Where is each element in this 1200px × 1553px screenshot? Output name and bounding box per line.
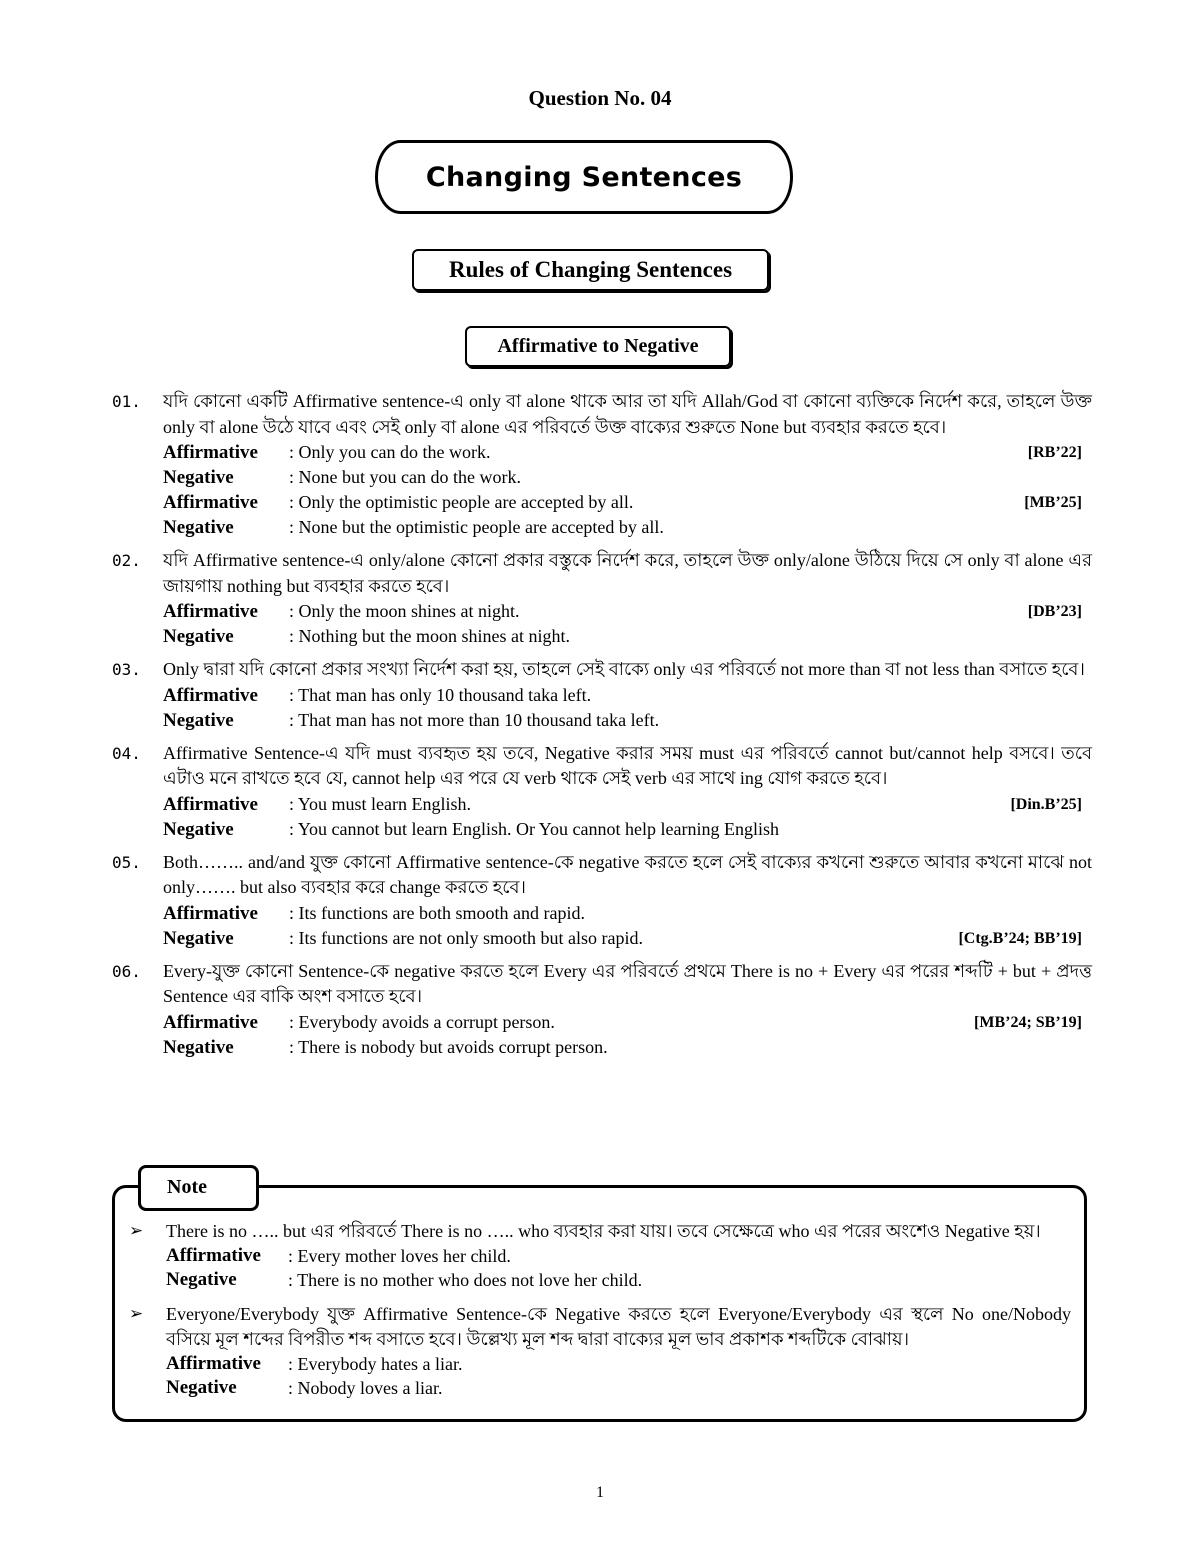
example-label: Negative [163,517,234,538]
title-banner [375,140,793,214]
example-row [163,1010,1092,1035]
example-sentence: : Nothing but the moon shines at night. [289,626,570,646]
example-label: Negative [163,927,234,949]
page-title: Changing Sentences [425,161,743,193]
note-text: There is no ….. but এর পরিবর্তে There is no ….. who ব্যবহার করা যায়। তবে সেক্ষেত্রে who এর পরের অংশেও Negative হয়। [166,1221,1041,1241]
rule-item [112,741,1092,842]
example-label: Negative [166,1377,237,1398]
example-row [166,1268,1071,1292]
example-label: Affirmative [163,442,258,463]
page-number: 1 [596,1484,604,1501]
board-reference: [MB’24; SB’19] [974,1013,1082,1031]
example-sentence: : Its functions are both smooth and rapid. [289,902,585,923]
question-number: Question No. 04 [528,86,672,110]
board-reference: [Ctg.B’24; BB’19] [958,929,1082,947]
example-label: Affirmative [166,1245,261,1266]
example-sentence: : Only you can do the work. [289,442,491,462]
example-row [163,465,1092,490]
example-label: Negative [163,1036,234,1058]
example-sentence: : Every mother loves her child. [288,1246,511,1266]
example-label: Affirmative [163,902,258,924]
rule-number: 04. [112,743,141,763]
example-label: Negative [166,1269,237,1290]
example-row [163,926,1092,951]
example-row [163,515,1092,540]
example-label: Affirmative [166,1353,261,1374]
note-label: Note [138,1165,259,1211]
example-label: Affirmative [163,684,258,706]
section-heading: Affirmative to Negative [465,326,731,367]
example-sentence: : There is no mother who does not love her child. [288,1270,643,1290]
example-row [163,599,1092,624]
example-sentence: : You cannot but learn English. Or You cannot help learning English [289,818,779,839]
example-label: Affirmative [163,1011,258,1033]
example-row [166,1352,1071,1376]
example-row [163,683,1092,708]
example-sentence: : That man has not more than 10 thousand taka left. [289,709,660,730]
rule-number: 01. [112,392,141,411]
board-reference: [Din.B’25] [1010,795,1082,813]
rules-list [112,389,1092,1068]
example-row [163,490,1092,515]
example-label: Affirmative [163,601,258,622]
board-reference: [RB’22] [1027,444,1082,461]
arrow-bullet-icon: ➢ [129,1304,144,1324]
example-sentence: : None but the optimistic people are accepted by all. [289,517,664,537]
rule-item [112,657,1092,733]
rule-item [112,389,1092,540]
rule-text: Every-যুক্ত কোনো Sentence-কে negative করতে হলে Every এর পরিবর্তে প্রথমে There is no + Every এর পরের শব্দটি + but + প্রদত্ত Sentence এর বাকি অংশ বসাতে হবে। [163,960,1092,1006]
rule-item [112,548,1092,649]
example-row [163,624,1092,649]
example-sentence: : There is nobody but avoids corrupt person. [289,1036,608,1057]
example-row [163,901,1092,926]
note-list [129,1219,1071,1410]
example-sentence: : Everybody avoids a corrupt person. [289,1011,555,1032]
example-label: Affirmative [163,793,258,815]
example-label: Negative [163,818,234,840]
rule-text: Only দ্বারা যদি কোনো প্রকার সংখ্যা নির্দেশ করা হয়, তাহলে সেই বাক্যে only এর পরিবর্তে not more than বা not less than বসাতে হবে। [163,659,1085,679]
note-text: Everyone/Everybody যুক্ত Affirmative Sentence-কে Negative করতে হলে Everyone/Everybody এর স্থলে No one/Nobody বসিয়ে মূল শব্দের বিপরীত শব্দ বসাতে হবে। উল্লেখ্য মূল শব্দ দ্বারা বাক্যের মূল ভাব প্রকাশক শব্দটিকে বোঝায়। [166,1304,1071,1349]
example-sentence: : Nobody loves a liar. [288,1378,443,1398]
example-row [163,817,1092,842]
example-row [163,708,1092,733]
rule-number: 05. [112,852,141,872]
note-item [129,1219,1071,1292]
example-row [166,1244,1071,1268]
example-label: Affirmative [163,492,258,513]
rule-number: 06. [112,961,141,981]
rule-text: Both…….. and/and যুক্ত কোনো Affirmative sentence-কে negative করতে হলে সেই বাক্যের কখনো শুরুতে আবার কখনো মাঝে not only……. but also ব্যবহার করে change করতে হবে। [163,851,1092,897]
board-reference: [DB’23] [1027,603,1082,620]
example-row [163,440,1092,465]
rule-number: 02. [112,551,141,570]
example-sentence: : You must learn English. [289,793,472,814]
example-label: Negative [163,626,234,647]
board-reference: [MB’25] [1024,494,1082,511]
rules-heading: Rules of Changing Sentences [412,249,769,291]
note-item [129,1302,1071,1400]
example-sentence: : Only the moon shines at night. [289,601,520,621]
arrow-bullet-icon: ➢ [129,1221,144,1241]
rule-text: Affirmative Sentence-এ যদি must ব্যবহৃত হয় তবে, Negative করার সময় must এর পরিবর্তে cannot but/cannot help বসবে। তবে এটাও মনে রাখতে হবে যে, cannot help এর পরে যে verb থাকে সেই verb এর সাথে ing যোগ করতে হবে। [163,742,1092,788]
example-label: Negative [163,467,234,488]
example-sentence: : That man has only 10 thousand taka left. [289,684,592,705]
rule-number: 03. [112,660,141,679]
example-sentence: : Only the optimistic people are accepted by all. [289,492,634,512]
rule-text: যদি কোনো একটি Affirmative sentence-এ only বা alone থাকে আর তা যদি Allah/God বা কোনো ব্যক্তিকে নির্দেশ করে, তাহলে উক্ত only বা alone উঠে যাবে এবং সেই only বা alone এর পরিবর্তে উক্ত বাক্যের শুরুতে None but ব্যবহার করতে হবে। [163,391,1092,437]
rule-item [112,850,1092,951]
example-sentence: : Everybody hates a liar. [288,1354,463,1374]
example-row [163,1035,1092,1060]
example-sentence: : Its functions are not only smooth but also rapid. [289,927,643,948]
example-row [163,792,1092,817]
example-sentence: : None but you can do the work. [289,467,521,487]
example-label: Negative [163,709,234,731]
rule-item [112,959,1092,1060]
example-row [166,1376,1071,1400]
rule-text: যদি Affirmative sentence-এ only/alone কোনো প্রকার বস্তুকে নির্দেশ করে, তাহলে উক্ত only/alone উঠিয়ে দিয়ে সে only বা alone এর জায়গায় nothing but ব্যবহার করতে হবে। [163,550,1092,596]
